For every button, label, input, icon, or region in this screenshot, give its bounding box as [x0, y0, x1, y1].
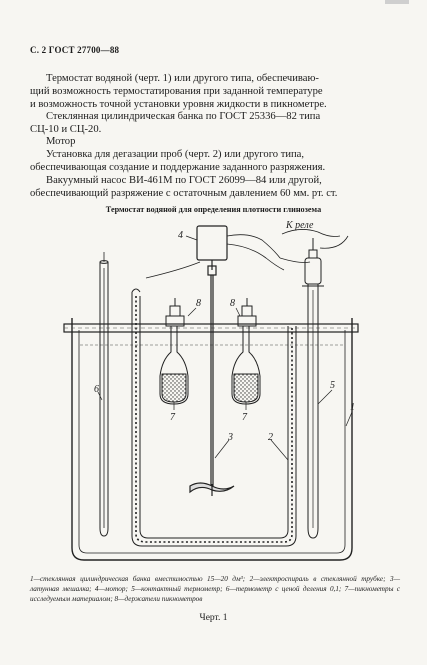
text-line: щий возможность термостатирования при заданной температуре	[30, 86, 323, 98]
label-pycnometer-left: 7	[170, 412, 175, 423]
label-relay: К реле	[286, 220, 314, 231]
text-line: СЦ-10 и СЦ-20.	[30, 124, 102, 136]
figure-label: Черт. 1	[199, 613, 228, 623]
label-holder-right: 8	[230, 298, 235, 309]
text-line: Термостат водяной (черт. 1) или другого типа, обеспечиваю-	[46, 73, 319, 84]
wiring	[146, 229, 348, 278]
scan-mark	[385, 0, 409, 4]
paragraph-motor	[30, 135, 398, 148]
text-line: обеспечивающий разряжение с остаточным давлением 60 мм. рт. ст.	[30, 188, 338, 200]
text-line: Стеклянная цилиндрическая банка по ГОСТ 25336—82 типа	[46, 111, 321, 122]
contact-thermometer	[302, 238, 324, 538]
label-contact-thermometer: 5	[330, 380, 335, 391]
thermostat-drawing	[0, 215, 427, 575]
pycnometer-holder-left	[166, 298, 184, 326]
page-header: С. 2 ГОСТ 27700—88	[30, 45, 120, 55]
glass-jar	[72, 318, 352, 560]
pycnometer-right	[232, 326, 260, 404]
thermometer	[100, 252, 108, 536]
label-pycnometer-right: 7	[242, 412, 247, 423]
text-line: Установка для дегазации проб (черт. 2) или другого типа,	[46, 149, 305, 160]
motor	[197, 226, 227, 275]
text-line: Вакуумный насос ВИ-461М по ГОСТ 26099—84 или другой,	[46, 175, 322, 186]
paragraph-thermostat	[30, 72, 398, 112]
leader-lines	[98, 236, 352, 460]
label-jar: 1	[350, 402, 355, 413]
label-thermometer: 6	[94, 384, 99, 395]
paragraph-glass-jar	[30, 110, 398, 136]
pycnometer-left	[160, 326, 188, 404]
paragraph-degassing	[30, 148, 398, 174]
label-motor: 4	[178, 230, 183, 241]
label-stirrer: 3	[228, 432, 233, 443]
figure-title: Термостат водяной для определения плотности глинозема	[105, 205, 322, 214]
label-heater: 2	[268, 432, 273, 443]
label-holder-left: 8	[196, 298, 201, 309]
text-line: обеспечивающая создание и поддержание заданного разряжения.	[30, 162, 326, 174]
heater-coil	[132, 289, 296, 546]
paragraph-vacuum-pump	[30, 174, 398, 200]
figure-caption: 1—стеклянная цилиндрическая банка вместимостью 15—20 дм³; 2—электроспираль в стеклянной трубке; 3—латунная мешалка; 4—мотор; 5—контактный термометр; 6—термометр с ценой деления 0,1; 7—пикнометры с исследуемым материалом; 8—держатели пикнометров	[30, 575, 400, 604]
text-line: и возможность точной установки уровня жидкости в пикнометре.	[30, 99, 327, 111]
pycnometer-holder-right	[238, 298, 256, 326]
text-line: Мотор	[46, 136, 76, 147]
